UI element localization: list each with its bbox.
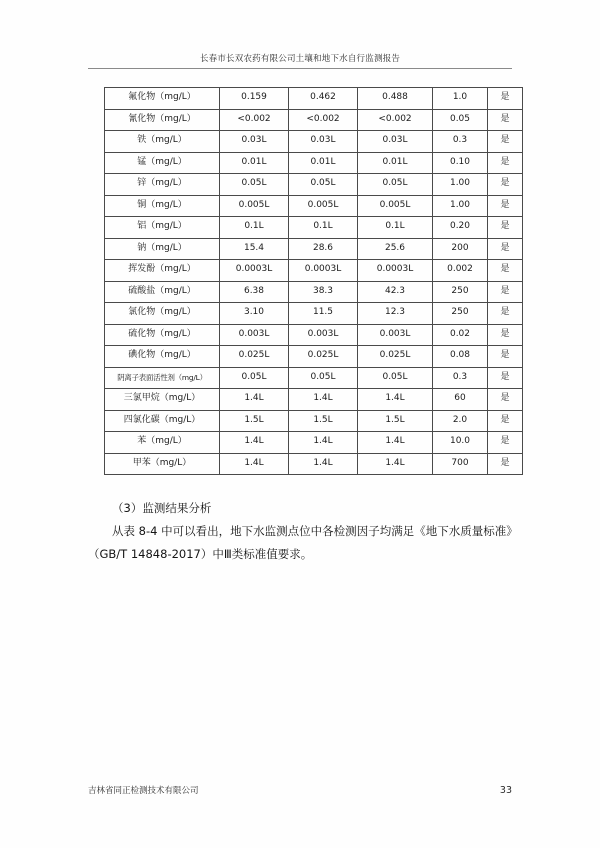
table-row (105, 174, 523, 196)
cell-parameter: 氯化物（mg/L） (105, 303, 220, 325)
cell-limit: 60 (433, 389, 488, 411)
cell-value-2: 0.005L (289, 195, 358, 217)
cell-value-3: <0.002 (358, 109, 433, 131)
cell-limit: 200 (433, 238, 488, 260)
table-row (105, 346, 523, 368)
footer-company: 吉林省同正检测技术有限公司 (88, 786, 199, 796)
cell-value-2: <0.002 (289, 109, 358, 131)
cell-parameter: 碘化物（mg/L） (105, 346, 220, 368)
cell-value-1: 1.4L (220, 432, 289, 454)
cell-compliance: 是 (488, 131, 523, 153)
cell-compliance: 是 (488, 174, 523, 196)
cell-value-1: 0.01L (220, 152, 289, 174)
groundwater-results-table (104, 87, 523, 475)
cell-value-1: 3.10 (220, 303, 289, 325)
table-row (105, 195, 523, 217)
cell-value-3: 42.3 (358, 281, 433, 303)
cell-value-3: 0.1L (358, 217, 433, 239)
cell-compliance: 是 (488, 453, 523, 475)
table-row (105, 152, 523, 174)
cell-parameter: 硫酸盐（mg/L） (105, 281, 220, 303)
analysis-section (88, 497, 512, 566)
cell-limit: 0.3 (433, 131, 488, 153)
cell-parameter: 甲苯（mg/L） (105, 453, 220, 475)
cell-parameter: 锰（mg/L） (105, 152, 220, 174)
cell-value-3: 25.6 (358, 238, 433, 260)
table-row (105, 260, 523, 282)
cell-compliance: 是 (488, 152, 523, 174)
cell-value-1: 0.05L (220, 174, 289, 196)
cell-value-2: 28.6 (289, 238, 358, 260)
table-row (105, 88, 523, 110)
cell-value-3: 1.5L (358, 410, 433, 432)
table-row (105, 410, 523, 432)
page-header: 长春市长双农药有限公司土壤和地下水自行监测报告 (88, 52, 512, 69)
cell-limit: 250 (433, 303, 488, 325)
cell-parameter: 四氯化碳（mg/L） (105, 410, 220, 432)
cell-compliance: 是 (488, 410, 523, 432)
cell-limit: 700 (433, 453, 488, 475)
cell-limit: 0.02 (433, 324, 488, 346)
cell-compliance: 是 (488, 88, 523, 110)
cell-limit: 0.20 (433, 217, 488, 239)
cell-parameter: 挥发酚（mg/L） (105, 260, 220, 282)
cell-parameter: 氰化物（mg/L） (105, 109, 220, 131)
cell-value-1: 0.003L (220, 324, 289, 346)
table-row (105, 281, 523, 303)
page-content (88, 52, 512, 566)
cell-compliance: 是 (488, 303, 523, 325)
cell-parameter: 铁（mg/L） (105, 131, 220, 153)
cell-limit: 0.08 (433, 346, 488, 368)
cell-parameter: 铝（mg/L） (105, 217, 220, 239)
cell-value-3: 1.4L (358, 389, 433, 411)
cell-value-3: 0.488 (358, 88, 433, 110)
table-row (105, 109, 523, 131)
page-number: 33 (499, 785, 512, 796)
table-row (105, 131, 523, 153)
cell-value-2: 1.4L (289, 453, 358, 475)
cell-value-1: <0.002 (220, 109, 289, 131)
cell-value-3: 0.03L (358, 131, 433, 153)
cell-limit: 1.00 (433, 174, 488, 196)
cell-compliance: 是 (488, 195, 523, 217)
cell-value-1: 0.025L (220, 346, 289, 368)
cell-value-1: 0.0003L (220, 260, 289, 282)
cell-compliance: 是 (488, 389, 523, 411)
cell-value-2: 0.01L (289, 152, 358, 174)
table-body (105, 88, 523, 475)
cell-compliance: 是 (488, 346, 523, 368)
cell-value-2: 11.5 (289, 303, 358, 325)
cell-value-1: 0.005L (220, 195, 289, 217)
cell-limit: 0.05 (433, 109, 488, 131)
cell-value-1: 0.1L (220, 217, 289, 239)
cell-value-2: 0.462 (289, 88, 358, 110)
cell-parameter: 锌（mg/L） (105, 174, 220, 196)
section-paragraph: 从表 8-4 中可以看出，地下水监测点位中各检测因子均满足《地下水质量标准》（GB/T 14848-2017）中Ⅲ类标准值要求。 (88, 524, 512, 561)
cell-compliance: 是 (488, 324, 523, 346)
cell-limit: 1.0 (433, 88, 488, 110)
cell-value-2: 0.03L (289, 131, 358, 153)
cell-value-1: 0.159 (220, 88, 289, 110)
cell-value-3: 12.3 (358, 303, 433, 325)
table-row (105, 324, 523, 346)
table-row (105, 303, 523, 325)
cell-value-2: 0.003L (289, 324, 358, 346)
cell-value-3: 1.4L (358, 432, 433, 454)
cell-value-3: 0.05L (358, 174, 433, 196)
cell-limit: 0.3 (433, 367, 488, 389)
cell-compliance: 是 (488, 217, 523, 239)
cell-value-2: 1.5L (289, 410, 358, 432)
cell-value-1: 0.03L (220, 131, 289, 153)
cell-value-1: 0.05L (220, 367, 289, 389)
cell-value-2: 0.05L (289, 174, 358, 196)
cell-value-3: 0.05L (358, 367, 433, 389)
cell-value-1: 6.38 (220, 281, 289, 303)
cell-compliance: 是 (488, 238, 523, 260)
cell-compliance: 是 (488, 109, 523, 131)
cell-value-1: 1.5L (220, 410, 289, 432)
cell-value-2: 1.4L (289, 389, 358, 411)
section-heading: （3）监测结果分析 (112, 501, 212, 515)
table-row (105, 217, 523, 239)
cell-value-3: 0.01L (358, 152, 433, 174)
cell-value-1: 1.4L (220, 453, 289, 475)
cell-parameter: 钠（mg/L） (105, 238, 220, 260)
cell-limit: 10.0 (433, 432, 488, 454)
cell-value-2: 0.1L (289, 217, 358, 239)
cell-value-3: 0.005L (358, 195, 433, 217)
cell-parameter: 苯（mg/L） (105, 432, 220, 454)
cell-value-1: 1.4L (220, 389, 289, 411)
cell-compliance: 是 (488, 367, 523, 389)
table-row (105, 432, 523, 454)
cell-value-3: 1.4L (358, 453, 433, 475)
table-row (105, 238, 523, 260)
cell-limit: 0.002 (433, 260, 488, 282)
cell-value-2: 0.025L (289, 346, 358, 368)
cell-limit: 0.10 (433, 152, 488, 174)
cell-value-1: 15.4 (220, 238, 289, 260)
cell-compliance: 是 (488, 432, 523, 454)
cell-parameter: 阴离子表面活性剂（mg/L） (105, 367, 220, 389)
cell-compliance: 是 (488, 281, 523, 303)
cell-limit: 2.0 (433, 410, 488, 432)
cell-value-3: 0.025L (358, 346, 433, 368)
table-row (105, 389, 523, 411)
cell-parameter: 氟化物（mg/L） (105, 88, 220, 110)
cell-value-2: 38.3 (289, 281, 358, 303)
cell-value-3: 0.003L (358, 324, 433, 346)
cell-value-2: 1.4L (289, 432, 358, 454)
page-footer (88, 784, 512, 796)
cell-value-2: 0.0003L (289, 260, 358, 282)
cell-parameter: 硫化物（mg/L） (105, 324, 220, 346)
table-row (105, 453, 523, 475)
cell-parameter: 三氯甲烷（mg/L） (105, 389, 220, 411)
cell-value-2: 0.05L (289, 367, 358, 389)
cell-parameter: 铜（mg/L） (105, 195, 220, 217)
cell-limit: 1.00 (433, 195, 488, 217)
cell-limit: 250 (433, 281, 488, 303)
cell-value-3: 0.0003L (358, 260, 433, 282)
cell-compliance: 是 (488, 260, 523, 282)
table-row (105, 367, 523, 389)
